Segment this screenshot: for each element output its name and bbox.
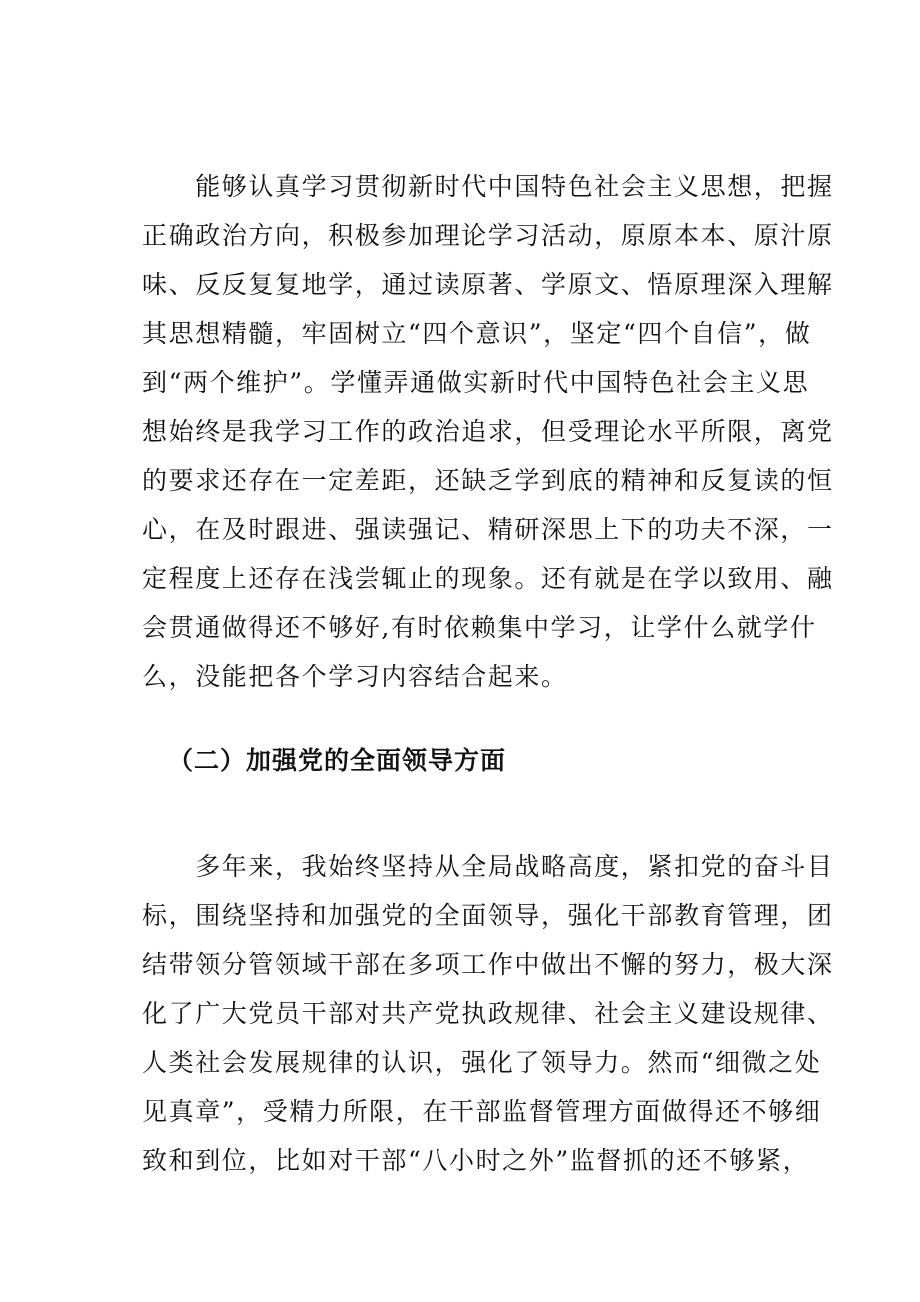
paragraph-study <box>142 162 834 701</box>
paragraph-line: 正确政治方向，积极参加理论学习活动，原原本本、原汁原 <box>142 221 834 250</box>
paragraph-line: 结带领分管领域干部在多项工作中做出不懈的努力，极大深 <box>142 950 834 979</box>
paragraph-line: 多年来，我始终坚持从全局战略高度，紧扣党的奋斗目 <box>142 852 834 881</box>
paragraph-line: 能够认真学习贯彻新时代中国特色社会主义思想，把握 <box>142 172 834 201</box>
paragraph-line: 么，没能把各个学习内容结合起来。 <box>142 662 568 691</box>
paragraph-line: 致和到位，比如对干部“八小时之外”监督抓的还不够紧， <box>142 1146 810 1175</box>
paragraph-line: 其思想精髓，牢固树立“四个意识”，坚定“四个自信”，做 <box>142 319 812 348</box>
paragraph-line: 人类社会发展规律的认识，强化了领导力。然而“细微之处 <box>142 1048 822 1077</box>
section-heading: （二）加强党的全面领导方面 <box>168 746 507 775</box>
paragraph-leadership <box>142 842 834 1185</box>
paragraph-line: 想始终是我学习工作的政治追求，但受理论水平所限，离党 <box>142 417 834 446</box>
paragraph-line: 定程度上还存在浅尝辄止的现象。还有就是在学以致用、融 <box>142 564 834 593</box>
paragraph-line: 心，在及时跟进、强读强记、精研深思上下的功夫不深，一 <box>142 515 834 544</box>
paragraph-line: 的要求还存在一定差距，还缺乏学到底的精神和反复读的恒 <box>142 466 834 495</box>
paragraph-line: 会贯通做得还不够好,有时依赖集中学习，让学什么就学什 <box>142 613 817 642</box>
paragraph-line: 见真章”，受精力所限，在干部监督管理方面做得还不够细 <box>142 1097 822 1126</box>
paragraph-line: 到“两个维护”。学懂弄通做实新时代中国特色社会主义思 <box>142 368 810 397</box>
paragraph-line: 标，围绕坚持和加强党的全面领导，强化干部教育管理，团 <box>142 901 834 930</box>
paragraph-line: 味、反反复复地学，通过读原著、学原文、悟原理深入理解 <box>142 270 834 299</box>
paragraph-line: 化了广大党员干部对共产党执政规律、社会主义建设规律、 <box>142 999 834 1028</box>
